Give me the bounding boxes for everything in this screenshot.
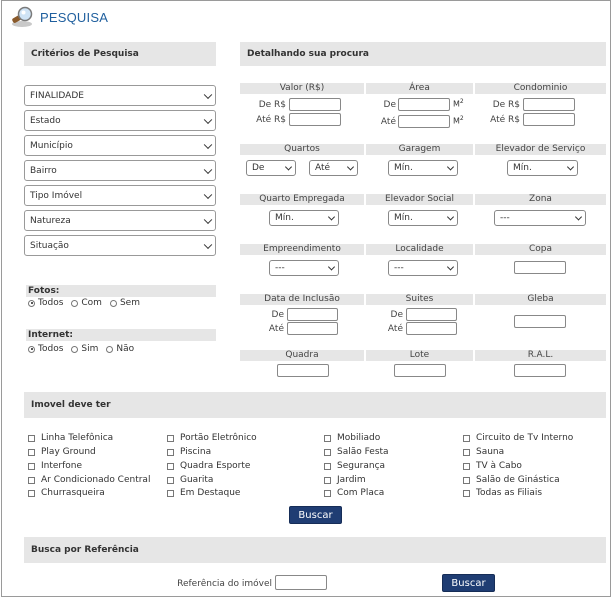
feature-label: Todas as Filiais — [476, 488, 543, 498]
chevron-down-icon — [285, 163, 292, 170]
criteria-header — [24, 42, 216, 66]
feature-checkbox-item[interactable] — [463, 447, 504, 457]
valor-ate-label: Até R$ — [256, 115, 286, 125]
feature-label: Segurança — [337, 461, 386, 471]
buscar-button[interactable]: Buscar — [289, 506, 342, 524]
empreendimento-header: Empreendimento — [240, 244, 364, 255]
garagem-value: Mín. — [394, 163, 413, 173]
checkbox-icon[interactable] — [167, 449, 174, 456]
suites-ate-input[interactable] — [406, 322, 457, 335]
fotos-header — [26, 285, 216, 297]
feature-label: Interfone — [41, 461, 83, 471]
fotos-option-sem[interactable] — [110, 298, 140, 308]
feature-checkbox-item[interactable] — [28, 488, 105, 498]
checkbox-icon[interactable] — [463, 463, 470, 470]
zona-select[interactable] — [494, 210, 586, 226]
reference-title: Busca por Referência — [31, 545, 139, 555]
area-unit-sup: 2 — [459, 115, 464, 122]
localidade-value: --- — [394, 263, 404, 273]
feature-label: Play Ground — [41, 447, 96, 457]
radio-icon[interactable] — [71, 300, 78, 307]
suites-de-label: De — [390, 310, 403, 320]
select-municipio[interactable] — [24, 135, 216, 156]
fotos-option-label: Todos — [38, 298, 64, 308]
localidade-select[interactable] — [388, 260, 458, 276]
feature-checkbox-item[interactable] — [463, 475, 560, 485]
suites-ate-label: Até — [387, 324, 403, 334]
select-finalidade[interactable] — [24, 85, 216, 106]
zona-value: --- — [500, 213, 510, 223]
select-bairro[interactable] — [24, 160, 216, 181]
chevron-down-icon — [447, 163, 454, 170]
area-de-label: De — [383, 100, 396, 110]
condominio-header: Condominio — [475, 83, 606, 94]
feature-label: Guarita — [180, 475, 214, 485]
checkbox-icon[interactable] — [167, 463, 174, 470]
garagem-header: Garagem — [366, 144, 473, 155]
chevron-down-icon — [447, 213, 454, 220]
feature-label: Em Destaque — [180, 488, 241, 498]
feature-label: Quadra Esporte — [180, 461, 251, 471]
feature-checkbox-item[interactable] — [28, 461, 82, 471]
area-unit-label: M — [453, 116, 460, 126]
empreendimento-value: --- — [275, 263, 285, 273]
detail-header — [240, 42, 606, 66]
copa-header: Copa — [475, 244, 606, 255]
area-ate-input[interactable] — [398, 115, 450, 128]
quarto-empregada-value: Mín. — [275, 213, 294, 223]
quarto-empregada-select[interactable] — [269, 210, 339, 226]
area-unit-sup: 2 — [459, 98, 464, 105]
chevron-down-icon — [567, 163, 574, 170]
feature-label: Churrasqueira — [41, 488, 105, 498]
feature-checkbox-item[interactable] — [463, 488, 542, 498]
checkbox-icon[interactable] — [463, 477, 470, 484]
internet-option-sim[interactable] — [71, 344, 98, 354]
select-situacao-value: Situação — [30, 240, 69, 251]
chevron-down-icon — [204, 215, 212, 223]
checkbox-icon[interactable] — [28, 463, 35, 470]
select-municipio-value: Município — [30, 140, 73, 151]
data-inclusao-header: Data de Inclusão — [240, 294, 364, 305]
feature-checkbox-item[interactable] — [463, 433, 573, 443]
detail-title: Detalhando sua procura — [247, 49, 369, 59]
checkbox-icon[interactable] — [28, 477, 35, 484]
radio-selected-icon[interactable] — [28, 346, 35, 353]
reference-input[interactable] — [275, 575, 327, 590]
ral-input[interactable] — [514, 364, 566, 377]
quartos-de-select[interactable] — [246, 160, 296, 176]
condominio-de-label: De R$ — [492, 100, 520, 110]
chevron-down-icon — [204, 240, 212, 248]
feature-checkbox-item[interactable] — [167, 488, 240, 498]
features-header — [24, 392, 606, 418]
select-tipo-imovel[interactable] — [24, 185, 216, 206]
feature-label: Salão de Ginástica — [476, 475, 560, 485]
condominio-ate-input[interactable] — [523, 113, 575, 126]
select-natureza[interactable] — [24, 210, 216, 231]
chevron-down-icon — [447, 263, 454, 270]
garagem-select[interactable] — [388, 160, 458, 176]
quartos-header: Quartos — [240, 144, 364, 155]
feature-checkbox-item[interactable] — [28, 447, 96, 457]
valor-de-input[interactable] — [289, 98, 341, 111]
feature-label: Com Placa — [337, 488, 385, 498]
feature-checkbox-item[interactable] — [28, 433, 113, 443]
checkbox-icon[interactable] — [28, 435, 35, 442]
checkbox-icon[interactable] — [167, 490, 174, 497]
feature-label: Jardim — [337, 475, 366, 485]
elevador-social-select[interactable] — [388, 210, 458, 226]
feature-checkbox-item[interactable] — [324, 447, 389, 457]
area-header: Área — [366, 83, 473, 94]
radio-icon[interactable] — [110, 300, 117, 307]
elevador-servico-header: Elevador de Serviço — [475, 144, 606, 155]
fotos-label: Fotos: — [28, 286, 60, 296]
elevador-social-header: Elevador Social — [366, 194, 473, 205]
select-estado-value: Estado — [30, 115, 61, 126]
chevron-down-icon — [204, 90, 212, 98]
fotos-option-com[interactable] — [71, 298, 102, 308]
radio-icon[interactable] — [71, 346, 78, 353]
feature-label: TV à Cabo — [476, 461, 522, 471]
reference-header — [24, 537, 606, 563]
data-inclusao-de-label: De — [271, 310, 284, 320]
ral-header: R.A.L. — [475, 350, 606, 361]
checkbox-icon[interactable] — [324, 435, 331, 442]
select-situacao[interactable] — [24, 235, 216, 256]
feature-label: Circuito de Tv Interno — [476, 433, 574, 443]
reference-buscar-button[interactable]: Buscar — [442, 574, 495, 592]
internet-header — [26, 329, 216, 341]
feature-checkbox-item[interactable] — [28, 475, 150, 485]
feature-label: Sauna — [476, 447, 505, 457]
quartos-ate-select[interactable] — [309, 160, 358, 176]
elevador-servico-select[interactable] — [507, 160, 578, 176]
fotos-option-todos[interactable] — [28, 298, 63, 308]
feature-checkbox-item[interactable] — [324, 475, 366, 485]
feature-checkbox-item[interactable] — [324, 433, 380, 443]
suites-de-input[interactable] — [406, 308, 457, 321]
radio-selected-icon[interactable] — [28, 300, 35, 307]
feature-checkbox-item[interactable] — [167, 433, 257, 443]
area-de-input[interactable] — [398, 98, 450, 111]
radio-icon[interactable] — [106, 346, 113, 353]
criteria-title: Critérios de Pesquisa — [31, 49, 139, 59]
area-ate-label: Até — [380, 117, 396, 127]
select-finalidade-value: FINALIDADE — [30, 90, 84, 101]
checkbox-icon[interactable] — [463, 490, 470, 497]
feature-checkbox-item[interactable] — [324, 488, 384, 498]
chevron-down-icon — [204, 140, 212, 148]
feature-checkbox-item[interactable] — [167, 475, 213, 485]
quartos-de-value: De — [252, 163, 265, 173]
page-title: PESQUISA — [40, 9, 109, 25]
checkbox-icon[interactable] — [324, 477, 331, 484]
quadra-header: Quadra — [240, 350, 364, 361]
elevador-social-value: Mín. — [394, 213, 413, 223]
search-panel — [1, 0, 611, 597]
select-estado[interactable] — [24, 110, 216, 131]
valor-ate-input[interactable] — [289, 113, 341, 126]
checkbox-icon[interactable] — [324, 449, 331, 456]
elevador-servico-value: Mín. — [513, 163, 532, 173]
valor-de-label: De R$ — [258, 100, 286, 110]
area-unit-label: M — [453, 99, 460, 109]
checkbox-icon[interactable] — [324, 490, 331, 497]
feature-label: Salão Festa — [337, 447, 389, 457]
chevron-down-icon — [575, 213, 582, 220]
area-ate-unit — [453, 115, 464, 126]
gleba-header: Gleba — [475, 294, 606, 305]
internet-option-nao[interactable] — [106, 344, 134, 354]
chevron-down-icon — [328, 263, 335, 270]
feature-checkbox-item[interactable] — [167, 447, 211, 457]
lote-header: Lote — [366, 350, 473, 361]
quarto-empregada-header: Quarto Empregada — [240, 194, 364, 205]
features-title: Imovel deve ter — [31, 400, 111, 410]
internet-option-label: Sim — [81, 344, 99, 354]
fotos-option-label: Sem — [119, 298, 140, 308]
fotos-radio-group — [28, 298, 148, 308]
gleba-input[interactable] — [514, 315, 566, 328]
feature-label: Piscina — [180, 447, 212, 457]
condominio-de-input[interactable] — [523, 98, 575, 111]
zona-header: Zona — [475, 194, 606, 205]
checkbox-icon[interactable] — [167, 477, 174, 484]
select-natureza-value: Natureza — [30, 215, 71, 226]
quadra-input[interactable] — [277, 364, 329, 377]
suites-header: Suites — [366, 294, 473, 305]
copa-input[interactable] — [514, 261, 566, 274]
feature-checkbox-item[interactable] — [463, 461, 522, 471]
feature-label: Portão Eletrônico — [180, 433, 257, 443]
fotos-option-label: Com — [81, 298, 102, 308]
checkbox-icon[interactable] — [28, 490, 35, 497]
chevron-down-icon — [204, 165, 212, 173]
lote-input[interactable] — [394, 364, 446, 377]
quartos-ate-value: Até — [315, 163, 331, 173]
chevron-down-icon — [347, 163, 354, 170]
chevron-down-icon — [328, 213, 335, 220]
internet-radio-group — [28, 344, 142, 354]
magnifier-icon — [10, 6, 34, 28]
valor-header: Valor (R$) — [240, 83, 364, 94]
checkbox-icon[interactable] — [167, 435, 174, 442]
feature-checkbox-item[interactable] — [167, 461, 250, 471]
feature-label: Mobiliado — [337, 433, 381, 443]
select-tipo-imovel-value: Tipo Imóvel — [30, 190, 83, 201]
checkbox-icon[interactable] — [463, 449, 470, 456]
checkbox-icon[interactable] — [28, 449, 35, 456]
internet-option-label: Não — [116, 344, 135, 354]
empreendimento-select[interactable] — [269, 260, 339, 276]
internet-option-todos[interactable] — [28, 344, 63, 354]
internet-option-label: Todos — [38, 344, 64, 354]
feature-label: Ar Condicionado Central — [41, 475, 151, 485]
internet-label: Internet: — [28, 330, 74, 340]
area-de-unit — [453, 98, 464, 109]
data-inclusao-ate-input[interactable] — [287, 322, 338, 335]
select-bairro-value: Bairro — [30, 165, 57, 176]
condominio-ate-label: Até R$ — [490, 115, 520, 125]
checkbox-icon[interactable] — [324, 463, 331, 470]
data-inclusao-de-input[interactable] — [287, 308, 338, 321]
page-header — [10, 6, 108, 28]
chevron-down-icon — [204, 115, 212, 123]
chevron-down-icon — [204, 190, 212, 198]
feature-label: Linha Telefônica — [41, 433, 114, 443]
data-inclusao-ate-label: Até — [268, 324, 284, 334]
reference-label: Referência do imóvel — [177, 579, 272, 589]
checkbox-icon[interactable] — [463, 435, 470, 442]
feature-checkbox-item[interactable] — [324, 461, 385, 471]
localidade-header: Localidade — [366, 244, 473, 255]
